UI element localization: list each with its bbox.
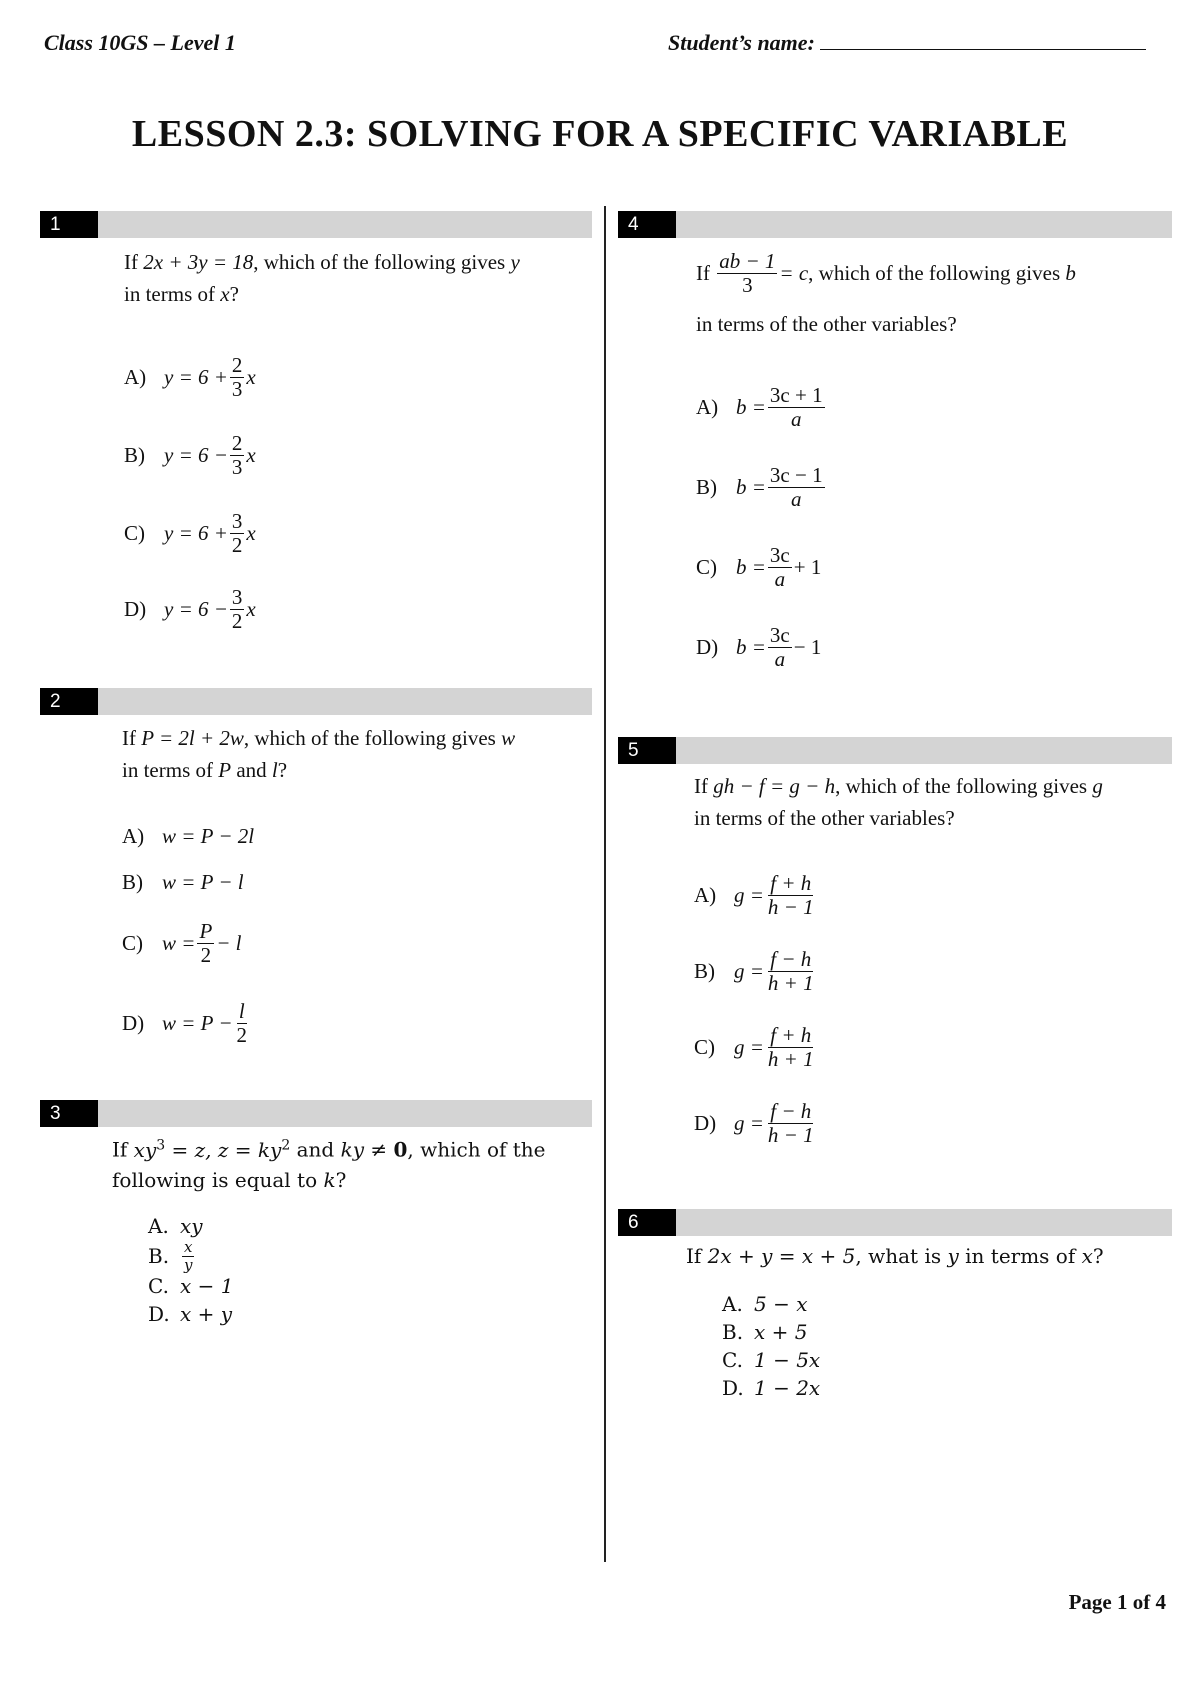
option-expression: 1 − 5x xyxy=(754,1348,821,1372)
numerator: 3 xyxy=(231,509,243,533)
q3-eq-1: $xy^3 = z$, $z = ky^2$ xyxy=(133,1137,291,1162)
q3-if: If xyxy=(112,1137,128,1162)
option-expression: x − 1 xyxy=(180,1274,234,1298)
q3-option-d[interactable] xyxy=(148,1300,233,1328)
option-expression: 5 − x xyxy=(754,1292,808,1316)
option-fraction xyxy=(766,872,816,919)
question-1-number: 1 xyxy=(40,211,98,238)
q1-text-2: in terms of xyxy=(124,282,215,306)
numerator: 2 xyxy=(231,353,243,377)
q1-var: y xyxy=(510,250,520,274)
q2-option-b[interactable] xyxy=(122,870,244,895)
option-fraction xyxy=(197,920,214,967)
q6-option-d[interactable] xyxy=(722,1374,820,1402)
q2-text-2: in terms of xyxy=(122,758,213,782)
option-lhs: g = xyxy=(734,883,764,908)
q3-option-c[interactable] xyxy=(148,1272,233,1300)
q3-var-k: k xyxy=(323,1167,336,1192)
q6-options xyxy=(722,1290,820,1402)
student-name-blank xyxy=(820,31,1146,50)
q6-var: y xyxy=(947,1244,959,1268)
numerator: 3 xyxy=(231,585,243,609)
q4-fraction xyxy=(717,250,777,297)
q6-equation: 2x + y = x + 5 xyxy=(707,1244,856,1268)
option-letter: B) xyxy=(696,475,717,500)
option-lhs: b = xyxy=(736,555,766,580)
option-letter: B) xyxy=(122,870,143,894)
q2-var-3: l xyxy=(271,758,278,782)
option-letter: A) xyxy=(696,395,719,420)
q1-var-2: x xyxy=(220,282,230,306)
q3-text-2: following is equal to xyxy=(112,1167,318,1192)
q6-if: If xyxy=(686,1244,702,1268)
option-lhs: w = P − xyxy=(162,1011,233,1036)
denominator: 2 xyxy=(236,1023,248,1048)
q2-option-c[interactable] xyxy=(122,920,242,967)
q2-var-2: P xyxy=(218,758,232,782)
q5-var: g xyxy=(1092,774,1103,798)
q4-option-b[interactable] xyxy=(696,464,827,511)
numerator: f + h xyxy=(770,1023,812,1047)
option-lhs: g = xyxy=(734,1111,764,1136)
option-lhs: w = xyxy=(162,931,196,956)
q5-option-d[interactable] xyxy=(694,1100,818,1147)
numerator: f − h xyxy=(770,1099,812,1123)
q4-var: b xyxy=(1065,261,1076,286)
option-letter: D) xyxy=(124,597,147,622)
option-rhs: x xyxy=(246,597,256,622)
option-rhs: − 1 xyxy=(793,635,822,660)
class-label: Class 10GS – Level 1 xyxy=(44,30,236,55)
column-divider xyxy=(604,206,606,1562)
option-fraction xyxy=(768,384,825,431)
denominator: h − 1 xyxy=(767,895,814,920)
denominator: a xyxy=(791,487,802,512)
question-3-number: 3 xyxy=(40,1100,98,1127)
option-expression: x + 5 xyxy=(754,1320,808,1344)
denominator: 3 xyxy=(742,273,753,298)
option-letter: C) xyxy=(694,1035,715,1060)
q4-option-c[interactable] xyxy=(696,544,821,591)
q2-and: and xyxy=(236,758,267,782)
q5-text: , which of the following gives xyxy=(835,774,1088,798)
q5-option-a[interactable] xyxy=(694,872,818,919)
option-rhs: x xyxy=(246,365,256,390)
option-letter: D) xyxy=(694,1111,717,1136)
student-name-text: Student’s name: xyxy=(668,30,815,55)
q2-text: , which of the following gives xyxy=(243,726,496,750)
option-lhs: y = 6 + xyxy=(164,521,228,546)
q3-text: , which of the xyxy=(407,1137,546,1162)
option-lhs: y = 6 − xyxy=(164,443,228,468)
option-rhs: x xyxy=(246,443,256,468)
option-lhs: b = xyxy=(736,635,766,660)
q4-text: , which of the following gives xyxy=(808,261,1061,286)
q1-qmark: ? xyxy=(229,282,239,306)
numerator: 3c xyxy=(769,623,790,647)
option-letter: B. xyxy=(148,1244,170,1268)
q2-if: If xyxy=(122,726,136,750)
denominator: 3 xyxy=(231,455,243,480)
question-2-stem xyxy=(122,722,592,786)
question-5-stem xyxy=(694,770,1170,834)
q5-option-b[interactable] xyxy=(694,948,818,995)
question-5-number: 5 xyxy=(618,737,676,764)
numerator: 3c − 1 xyxy=(769,463,823,487)
q6-option-a[interactable] xyxy=(722,1290,820,1318)
option-fraction xyxy=(230,510,245,557)
question-2-bar xyxy=(40,688,592,715)
option-letter: D. xyxy=(722,1376,744,1400)
option-letter: A) xyxy=(122,824,145,848)
option-letter: A. xyxy=(722,1292,743,1316)
q6-text-2: in terms of xyxy=(965,1244,1076,1268)
denominator: h + 1 xyxy=(767,1047,814,1072)
question-3-stem xyxy=(112,1130,592,1195)
question-3-bar xyxy=(40,1100,592,1127)
page-title: LESSON 2.3: SOLVING FOR A SPECIFIC VARIABLE xyxy=(131,113,1069,155)
option-expression: 1 − 2x xyxy=(754,1376,821,1400)
denominator: a xyxy=(774,647,786,672)
numerator: ab − 1 xyxy=(719,249,776,273)
question-4-stem-line-2: in terms of the other variables? xyxy=(696,312,957,336)
option-expression: w = P − l xyxy=(162,870,244,894)
q6-option-b[interactable] xyxy=(722,1318,820,1346)
page-number: Page 1 of 4 xyxy=(1068,1590,1166,1614)
option-fraction xyxy=(235,1000,250,1047)
option-letter: A) xyxy=(694,883,717,908)
numerator: x xyxy=(184,1238,193,1256)
q3-and: and xyxy=(296,1137,335,1162)
numerator: l xyxy=(238,999,245,1023)
option-rhs: − l xyxy=(216,931,242,956)
q1-option-c[interactable] xyxy=(124,510,256,557)
option-lhs: b = xyxy=(736,395,766,420)
option-letter: A. xyxy=(148,1214,169,1238)
q1-option-a[interactable] xyxy=(124,354,256,401)
option-expression: x + y xyxy=(180,1302,233,1326)
option-letter: B) xyxy=(124,443,145,468)
denominator: a xyxy=(774,567,786,592)
q4-if: If xyxy=(696,261,710,286)
option-letter: C) xyxy=(124,521,145,546)
option-expression: xy xyxy=(180,1214,203,1238)
option-lhs: y = 6 + xyxy=(164,365,228,390)
q3-option-b[interactable] xyxy=(148,1240,233,1272)
option-fraction xyxy=(766,1100,816,1147)
q6-qmark: ? xyxy=(1092,1244,1104,1268)
numerator: 3c xyxy=(769,543,790,567)
student-name-label xyxy=(668,30,1146,56)
option-letter: B) xyxy=(694,959,715,984)
q2-var: w xyxy=(501,726,516,750)
q2-equation: P = 2l + 2w xyxy=(141,726,244,750)
numerator: 2 xyxy=(231,431,243,455)
q1-option-b[interactable] xyxy=(124,432,256,479)
denominator: a xyxy=(791,407,802,432)
question-2-number: 2 xyxy=(40,688,98,715)
q1-option-d[interactable] xyxy=(124,586,256,633)
q2-qmark: ? xyxy=(277,758,288,782)
numerator: f − h xyxy=(770,947,812,971)
q4-option-a[interactable] xyxy=(696,384,827,431)
option-rhs: x xyxy=(246,521,256,546)
question-4-bar xyxy=(618,211,1172,238)
denominator: 2 xyxy=(231,533,243,558)
option-letter: B. xyxy=(722,1320,744,1344)
question-6-stem xyxy=(686,1240,1176,1272)
q1-equation: 2x + 3y = 18 xyxy=(143,250,254,274)
denominator: 2 xyxy=(200,943,212,968)
denominator: h − 1 xyxy=(767,1123,814,1148)
q2-option-d[interactable] xyxy=(122,1000,251,1047)
option-letter: C. xyxy=(148,1274,169,1298)
question-4-stem-line-1 xyxy=(696,250,1166,297)
denominator: h + 1 xyxy=(767,971,814,996)
denominator: 2 xyxy=(231,609,243,634)
question-6-bar xyxy=(618,1209,1172,1236)
option-letter: D) xyxy=(696,635,719,660)
q4-option-d[interactable] xyxy=(696,624,821,671)
denominator: 3 xyxy=(231,377,243,402)
q1-if: If xyxy=(124,250,138,274)
q2-option-a[interactable] xyxy=(122,824,254,849)
option-expression: w = P − 2l xyxy=(162,824,255,848)
q1-text: , which of the following gives xyxy=(253,250,506,274)
option-fraction xyxy=(768,624,792,671)
option-lhs: g = xyxy=(734,1035,764,1060)
option-letter: D. xyxy=(148,1302,170,1326)
option-letter: D) xyxy=(122,1011,145,1036)
option-letter: A) xyxy=(124,365,147,390)
q3-option-a[interactable] xyxy=(148,1212,233,1240)
q3-qmark: ? xyxy=(335,1167,347,1192)
option-lhs: y = 6 − xyxy=(164,597,228,622)
option-letter: C. xyxy=(722,1348,743,1372)
q5-text-2: in terms of the other variables? xyxy=(694,806,955,830)
q6-text: , what is xyxy=(855,1244,942,1268)
option-fraction xyxy=(230,354,245,401)
q6-var-2: x xyxy=(1081,1244,1093,1268)
option-letter: C) xyxy=(122,931,143,956)
q3-eq-2: ky ≠ 0 xyxy=(340,1137,408,1162)
option-lhs: b = xyxy=(736,475,766,500)
denominator: y xyxy=(184,1255,193,1274)
option-fraction xyxy=(766,1024,816,1071)
numerator: f + h xyxy=(770,871,812,895)
question-1-bar xyxy=(40,211,592,238)
numerator: 3c + 1 xyxy=(769,383,823,407)
q4-eq-rhs: = c xyxy=(779,261,809,286)
q3-options xyxy=(148,1212,233,1328)
question-4-number: 4 xyxy=(618,211,676,238)
option-fraction xyxy=(766,948,816,995)
q6-option-c[interactable] xyxy=(722,1346,820,1374)
question-6-number: 6 xyxy=(618,1209,676,1236)
question-1-stem xyxy=(124,246,584,310)
option-letter: C) xyxy=(696,555,717,580)
option-fraction xyxy=(768,544,792,591)
option-fraction xyxy=(182,1239,194,1273)
option-fraction xyxy=(230,586,245,633)
option-rhs: + 1 xyxy=(793,555,822,580)
question-5-bar xyxy=(618,737,1172,764)
option-lhs: g = xyxy=(734,959,764,984)
q5-if: If xyxy=(694,774,708,798)
q5-equation: gh − f = g − h xyxy=(713,774,836,798)
option-fraction xyxy=(768,464,825,511)
q5-option-c[interactable] xyxy=(694,1024,818,1071)
numerator: P xyxy=(199,919,213,943)
option-fraction xyxy=(230,432,245,479)
